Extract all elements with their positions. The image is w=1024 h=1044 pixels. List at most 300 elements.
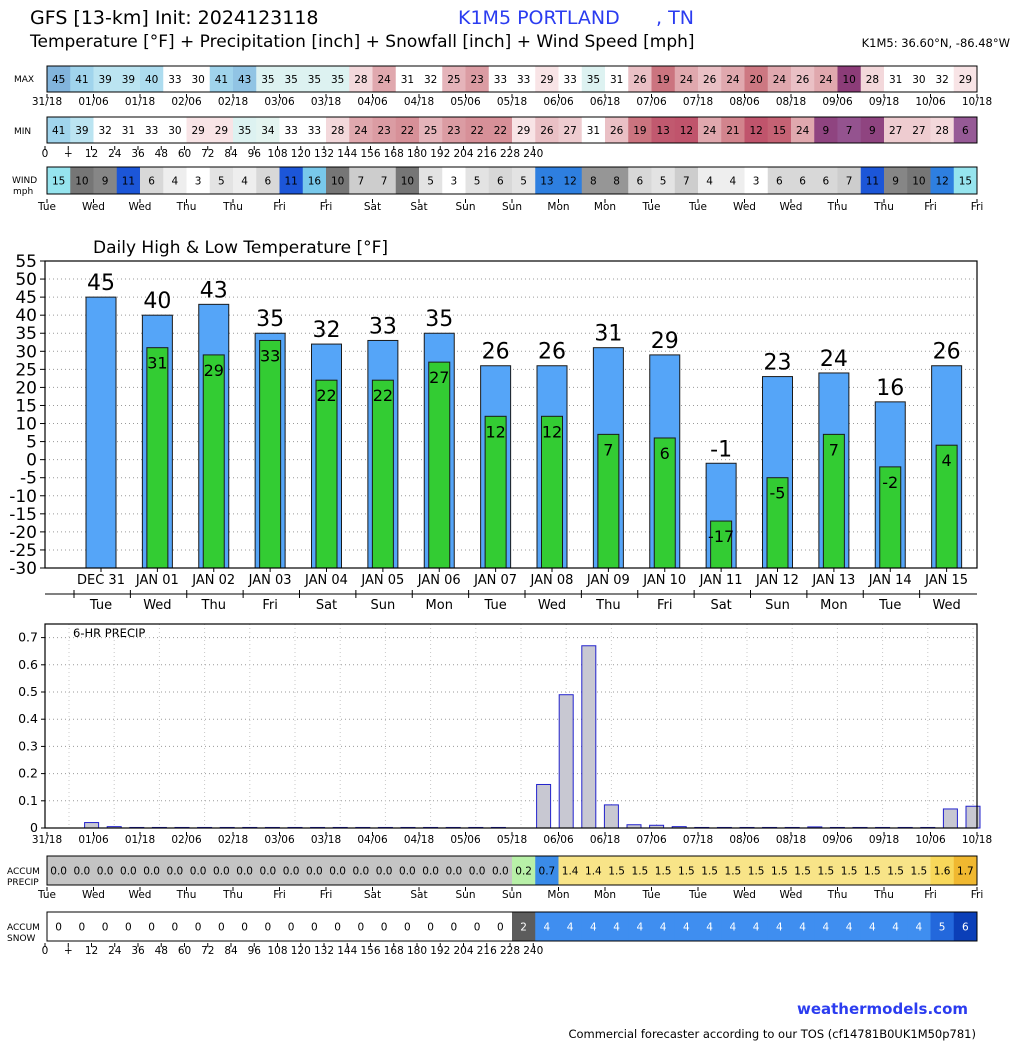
high-temp-label: 40: [143, 289, 172, 315]
max-value: 24: [726, 74, 740, 86]
high-temp-label: 33: [368, 314, 397, 340]
max-value: 28: [354, 74, 368, 86]
low-temp-label: 6: [659, 443, 670, 463]
accum-snow-value: 0: [171, 921, 179, 934]
temp-y-tick-label: 25: [15, 360, 37, 381]
precip-y-tick-label: 0.6: [18, 656, 38, 672]
low-temp-label: 27: [429, 368, 450, 388]
max-strip-label: MAX: [14, 75, 35, 85]
accum-precip-value: 0.0: [96, 865, 114, 878]
accum-weekday-tick-label: Tue: [689, 889, 707, 901]
min-hour-tick-label: 204: [453, 148, 474, 160]
min-value: 29: [191, 125, 205, 137]
wind-weekday-tick-label: Sat: [363, 201, 382, 213]
temp-date-label: JAN 03: [248, 573, 292, 588]
wind-unit-label: mph: [13, 187, 34, 197]
wind-value: 5: [520, 175, 527, 188]
temp-y-tick-label: -25: [9, 540, 37, 561]
temp-y-tick-label: 15: [15, 396, 37, 417]
low-temp-bar: [316, 380, 337, 568]
max-date-tick-label: 10/06: [915, 96, 946, 108]
snow-hour-tick-label: 132: [313, 945, 335, 957]
max-value: 26: [633, 74, 647, 86]
low-temp-label: 29: [203, 360, 224, 380]
wind-value: 11: [865, 175, 880, 188]
accum-snow-value: 6: [962, 921, 969, 934]
accum-snow-value: 4: [636, 921, 644, 934]
min-value: 23: [377, 125, 391, 137]
temp-weekday-label: Fri: [657, 598, 673, 613]
accum-precip-value: 1.5: [631, 865, 649, 878]
max-date-tick-label: 08/06: [729, 96, 760, 108]
accum-snow-value: 4: [892, 921, 899, 934]
snow-hour-tick-label: 180: [406, 945, 428, 957]
precip-date-tick-label: 01/06: [78, 834, 109, 846]
precip-y-tick-label: 0: [30, 820, 38, 835]
wind-value: 6: [776, 175, 783, 188]
accum-snow-value: 0: [334, 921, 341, 934]
low-temp-label: -5: [769, 483, 786, 503]
wind-value: 7: [380, 175, 388, 188]
accum-snow-value: 0: [78, 921, 86, 934]
precip-bar: [943, 809, 957, 828]
accum-precip-value: 0.0: [236, 865, 253, 878]
min-value: 22: [470, 125, 484, 137]
max-value: 31: [609, 74, 624, 86]
station-coordinates: K1M5: 36.60°N, -86.48°W: [861, 36, 1010, 50]
low-temp-label: 12: [541, 422, 563, 442]
max-value: 30: [912, 74, 926, 86]
max-date-tick-label: 09/06: [822, 96, 853, 108]
snow-hour-tick-label: 204: [453, 945, 474, 957]
precip-date-tick-label: 07/06: [636, 834, 667, 846]
max-value: 24: [377, 74, 391, 86]
accum-weekday-tick-label: Thu: [223, 889, 243, 901]
snow-hour-tick-label: +: [63, 945, 73, 957]
snow-hour-tick-label: 192: [430, 945, 451, 957]
accum-precip-label-2: PRECIP: [7, 878, 39, 888]
min-value: 31: [586, 125, 601, 137]
accum-snow-label-1: ACCUM: [7, 923, 40, 933]
precip-y-tick-label: 0.1: [18, 792, 38, 808]
precip-bar: [582, 646, 596, 828]
tos-note: Commercial forecaster according to our TOS (cf14781B0UK1M50p781): [568, 1027, 976, 1041]
min-hour-tick-label: 144: [337, 148, 358, 160]
temp-weekday-label: Sun: [370, 598, 396, 613]
high-temp-label: 24: [819, 346, 848, 372]
wind-value: 9: [892, 175, 899, 188]
wind-value: 10: [400, 175, 415, 188]
max-value: 24: [679, 74, 694, 86]
wind-weekday-tick-label: Wed: [128, 201, 152, 213]
min-value: 33: [307, 125, 322, 137]
temp-date-label: JAN 05: [361, 573, 405, 588]
high-temp-label: 26: [932, 339, 961, 365]
min-value: 13: [656, 125, 670, 137]
low-temp-label: 22: [372, 386, 394, 406]
accum-snow-value: 4: [799, 921, 806, 934]
precip-bar: [966, 806, 980, 828]
accum-snow-value: 4: [659, 921, 667, 934]
min-strip: [47, 117, 978, 143]
accum-precip-value: 0.0: [422, 865, 439, 878]
wind-weekday-tick-label: Tue: [689, 201, 707, 213]
high-temp-label: 35: [256, 307, 285, 333]
accum-precip-value: 1.7: [957, 865, 974, 878]
wind-weekday-tick-label: Tue: [38, 201, 56, 213]
min-hour-tick-label: 216: [476, 148, 497, 160]
accum-precip-value: 1.5: [840, 865, 858, 878]
wind-value: 7: [357, 175, 365, 188]
wind-value: 4: [171, 175, 179, 188]
min-value: 24: [795, 125, 810, 137]
temp-weekday-label: Wed: [143, 598, 172, 613]
min-value: 29: [516, 125, 531, 137]
low-temp-bar: [372, 380, 393, 568]
snow-hour-tick-label: 72: [201, 945, 215, 957]
accum-snow-value: 0: [218, 921, 225, 934]
precip-date-tick-label: 02/18: [217, 834, 249, 846]
temp-date-label: JAN 11: [699, 573, 743, 588]
wind-value: 10: [912, 175, 926, 188]
accum-precip-value: 1.4: [585, 865, 602, 878]
max-value: 30: [191, 74, 205, 86]
max-value: 41: [75, 74, 89, 86]
min-value: 24: [702, 125, 717, 137]
wind-value: 13: [540, 175, 554, 188]
max-value: 45: [51, 74, 66, 86]
min-value: 27: [888, 125, 903, 137]
low-temp-bar: [203, 355, 224, 568]
min-hour-tick-label: 132: [313, 148, 335, 160]
max-value: 35: [586, 74, 601, 86]
accum-weekday-tick-label: Wed: [128, 889, 152, 901]
max-date-tick-label: 07/18: [682, 96, 714, 108]
high-temp-bar: [86, 297, 116, 568]
wind-value: 11: [284, 175, 298, 188]
min-value: 15: [772, 125, 787, 137]
max-value: 24: [819, 74, 833, 86]
min-value: 26: [609, 125, 624, 137]
accum-precip-value: 0.2: [515, 865, 532, 878]
max-value: 32: [423, 74, 438, 86]
min-value: 28: [935, 125, 949, 137]
max-value: 32: [935, 74, 949, 86]
wind-value: 10: [75, 175, 89, 188]
accum-snow-value: 0: [55, 921, 62, 934]
max-value: 31: [400, 74, 415, 86]
max-date-tick-label: 03/18: [310, 96, 342, 108]
accum-precip-value: 0.0: [50, 865, 67, 878]
accum-snow-value: 0: [311, 921, 318, 934]
precip-date-tick-label: 02/06: [171, 834, 202, 846]
accum-precip-value: 0.0: [73, 865, 91, 878]
accum-snow-value: 0: [194, 921, 202, 934]
precip-date-tick-label: 04/18: [403, 834, 435, 846]
accum-snow-value: 4: [822, 921, 830, 934]
wind-value: 5: [218, 175, 225, 188]
accum-precip-value: 0.0: [375, 865, 393, 878]
accum-snow-value: 0: [125, 921, 132, 934]
accum-precip-value: 0.0: [143, 865, 160, 878]
high-temp-label: 35: [425, 307, 454, 333]
low-temp-label: -2: [882, 472, 899, 492]
accum-weekday-tick-label: Mon: [547, 889, 570, 901]
snow-hour-tick-label: 156: [360, 945, 381, 957]
snow-hour-tick-label: 108: [267, 945, 288, 957]
precip-y-tick-label: 0.5: [18, 684, 38, 699]
max-date-tick-label: 01/06: [78, 96, 109, 108]
snow-hour-tick-label: 240: [523, 945, 544, 957]
min-hour-tick-label: 72: [201, 148, 215, 160]
accum-snow-label-2: SNOW: [7, 934, 36, 944]
low-temp-label: 33: [259, 346, 281, 366]
accum-snow-value: 0: [357, 921, 365, 934]
wind-weekday-tick-label: Fri: [970, 201, 984, 213]
precip-y-tick-label: 0.4: [18, 711, 38, 727]
temp-y-tick-label: 40: [15, 306, 37, 327]
snow-hour-tick-label: 84: [224, 945, 238, 957]
accum-snow-value: 0: [241, 921, 248, 934]
min-hour-tick-label: 240: [523, 148, 544, 160]
wind-value: 5: [427, 175, 434, 188]
min-hour-tick-label: 84: [224, 148, 238, 160]
wind-value: 16: [307, 175, 322, 188]
precip-chart-title: 6-HR PRECIP: [73, 626, 146, 640]
max-value: 35: [307, 74, 322, 86]
high-temp-label: 31: [594, 321, 623, 347]
precip-bar: [604, 805, 618, 828]
temp-y-tick-label: 30: [15, 342, 37, 363]
min-hour-tick-label: 108: [267, 148, 288, 160]
accum-weekday-tick-label: Fri: [970, 889, 984, 901]
temp-y-tick-label: 55: [15, 252, 37, 272]
accum-weekday-tick-label: Mon: [593, 889, 617, 901]
max-value: 26: [702, 74, 717, 86]
min-value: 41: [51, 125, 66, 137]
min-value: 24: [354, 125, 368, 137]
max-value: 23: [470, 74, 484, 86]
max-date-tick-label: 10/18: [961, 96, 993, 108]
wind-weekday-tick-label: Wed: [82, 201, 105, 213]
max-date-tick-label: 05/06: [450, 96, 481, 108]
precip-date-tick-label: 03/06: [264, 834, 295, 846]
min-value: 30: [168, 125, 182, 137]
accum-precip-value: 0.0: [282, 865, 300, 878]
accum-snow-value: 0: [101, 921, 109, 934]
temp-y-tick-label: 5: [26, 432, 37, 453]
min-value: 31: [121, 125, 136, 137]
accum-snow-value: 0: [264, 921, 272, 934]
precip-date-tick-label: 08/18: [775, 834, 807, 846]
max-date-tick-label: 06/18: [589, 96, 621, 108]
min-hour-tick-label: 60: [177, 148, 192, 160]
temp-date-label: JAN 06: [417, 573, 461, 588]
temp-weekday-label: Thu: [596, 598, 621, 613]
accum-precip-value: 1.5: [701, 865, 718, 878]
max-date-tick-label: 02/06: [171, 96, 202, 108]
wind-value: 7: [683, 175, 690, 188]
wind-strip: [47, 167, 978, 194]
precip-date-tick-label: 05/18: [496, 834, 528, 846]
min-value: 22: [493, 125, 508, 137]
temp-date-label: JAN 10: [643, 573, 687, 588]
accum-snow-value: 0: [287, 921, 295, 934]
site-link[interactable]: weathermodels.com: [796, 1000, 968, 1018]
wind-value: 15: [958, 175, 973, 188]
temp-date-label: JAN 07: [474, 573, 518, 588]
accum-weekday-tick-label: Sat: [410, 889, 428, 901]
max-value: 26: [795, 74, 810, 86]
accum-snow-value: 4: [729, 921, 737, 934]
max-value: 24: [772, 74, 787, 86]
temp-chart-title: Daily High & Low Temperature [°F]: [93, 238, 389, 258]
wind-value: 12: [935, 175, 949, 188]
max-date-tick-label: 09/18: [868, 96, 900, 108]
model-init-title: GFS [13-km] Init: 2024123118: [30, 7, 319, 29]
accum-precip-value: 0.0: [189, 865, 207, 878]
precip-date-tick-label: 31/18: [31, 834, 63, 846]
temp-y-tick-label: -5: [20, 468, 37, 489]
temp-weekday-label: Fri: [262, 598, 278, 613]
precip-bar: [537, 784, 551, 828]
min-strip-label: MIN: [14, 127, 32, 137]
wind-value: 6: [264, 175, 272, 188]
min-value: 35: [237, 125, 252, 137]
temp-y-tick-label: -30: [9, 559, 37, 579]
min-hour-tick-label: 12: [84, 148, 99, 160]
accum-weekday-tick-label: Thu: [176, 889, 197, 901]
min-value: 25: [423, 125, 438, 137]
snow-hour-tick-label: 216: [476, 945, 497, 957]
min-value: 29: [214, 125, 229, 137]
accum-precip-value: 1.5: [724, 865, 742, 878]
min-hour-tick-label: 180: [406, 148, 428, 160]
wind-weekday-tick-label: Mon: [593, 201, 617, 213]
accum-precip-value: 1.5: [887, 865, 904, 878]
temp-y-tick-label: -10: [9, 486, 37, 507]
min-value: 27: [563, 125, 577, 137]
accum-snow-value: 0: [497, 921, 504, 934]
precip-y-tick-label: 0.3: [18, 738, 38, 754]
precip-date-tick-label: 10/06: [915, 834, 946, 846]
min-hour-tick-label: 96: [247, 148, 261, 160]
snow-hour-tick-label: 12: [84, 945, 99, 957]
high-temp-label: 23: [763, 350, 792, 376]
accum-snow-value: 0: [148, 921, 155, 934]
temp-y-tick-label: 20: [15, 378, 37, 399]
temp-weekday-label: Mon: [425, 598, 453, 613]
temp-date-label: JAN 14: [868, 573, 912, 588]
wind-weekday-tick-label: Wed: [779, 201, 803, 213]
temp-weekday-label: Wed: [537, 598, 567, 613]
high-temp-label: 26: [481, 339, 510, 365]
temp-date-label: JAN 09: [586, 573, 630, 588]
accum-snow-value: 4: [869, 921, 876, 934]
wind-value: 9: [101, 175, 109, 188]
min-value: 12: [749, 125, 763, 137]
precip-y-tick-label: 0.7: [18, 629, 38, 645]
max-strip: [47, 66, 978, 92]
min-value: 34: [261, 125, 275, 137]
temp-weekday-label: Tue: [89, 598, 113, 613]
max-value: 35: [261, 74, 275, 86]
temp-date-label: JAN 08: [530, 573, 574, 588]
temp-y-tick-label: -15: [9, 504, 37, 525]
max-value: 19: [656, 74, 670, 86]
min-hour-tick-label: 228: [499, 148, 521, 160]
min-value: 33: [284, 125, 298, 137]
wind-weekday-tick-label: Thu: [223, 201, 243, 213]
temp-weekday-label: Tue: [484, 598, 507, 613]
temp-weekday-label: Sun: [765, 598, 790, 613]
max-value: 28: [865, 74, 880, 86]
precip-date-tick-label: 05/06: [450, 834, 481, 846]
temp-weekday-label: Sat: [315, 598, 338, 613]
precip-date-tick-label: 03/18: [310, 834, 342, 846]
min-value: 23: [447, 125, 461, 137]
low-temp-label: 22: [316, 386, 337, 406]
accum-weekday-tick-label: Sun: [455, 889, 476, 901]
snow-hour-tick-label: 36: [131, 945, 145, 957]
min-value: 28: [330, 125, 345, 137]
temp-date-label: JAN 15: [925, 573, 969, 588]
accum-precip-value: 1.5: [794, 865, 811, 878]
accum-snow-value: 0: [450, 921, 458, 934]
snow-hour-tick-label: 48: [154, 945, 168, 957]
accum-snow-value: 0: [404, 921, 411, 934]
wind-weekday-tick-label: Sun: [455, 201, 476, 213]
accum-precip-value: 0.0: [120, 865, 137, 878]
accum-precip-value: 1.5: [864, 865, 881, 878]
max-value: 33: [563, 74, 577, 86]
wind-strip-label: WIND: [12, 176, 38, 186]
wind-weekday-tick-label: Mon: [547, 201, 570, 213]
accum-weekday-tick-label: Wed: [733, 889, 756, 901]
accum-precip-strip: [47, 856, 978, 885]
min-value: 21: [726, 125, 740, 137]
accum-snow-value: 4: [776, 921, 783, 934]
max-date-tick-label: 04/06: [357, 96, 388, 108]
max-value: 20: [749, 74, 763, 86]
low-temp-label: -17: [708, 527, 735, 547]
precip-bar: [559, 695, 573, 828]
temp-weekday-label: Mon: [820, 598, 848, 613]
accum-snow-strip: [47, 912, 978, 941]
temp-y-tick-label: -20: [9, 522, 37, 543]
wind-value: 4: [729, 175, 737, 188]
wind-weekday-tick-label: Fri: [924, 201, 937, 213]
wind-weekday-tick-label: Fri: [273, 201, 286, 213]
max-value: 35: [284, 74, 298, 86]
min-hour-tick-label: 24: [108, 148, 122, 160]
wind-value: 5: [473, 175, 481, 188]
temp-date-label: JAN 13: [812, 573, 856, 588]
max-value: 10: [842, 74, 856, 86]
accum-weekday-tick-label: Sat: [363, 889, 382, 901]
temp-y-tick-label: 50: [15, 270, 37, 291]
precip-date-tick-label: 08/06: [729, 834, 760, 846]
min-value: 32: [98, 125, 112, 137]
min-hour-tick-label: +: [63, 148, 73, 160]
max-date-tick-label: 03/06: [264, 96, 295, 108]
temp-y-tick-label: 10: [15, 414, 37, 435]
min-value: 39: [75, 125, 89, 137]
wind-value: 6: [799, 175, 806, 188]
min-value: 9: [822, 125, 830, 137]
max-date-tick-label: 01/18: [124, 96, 156, 108]
wind-value: 6: [636, 175, 644, 188]
